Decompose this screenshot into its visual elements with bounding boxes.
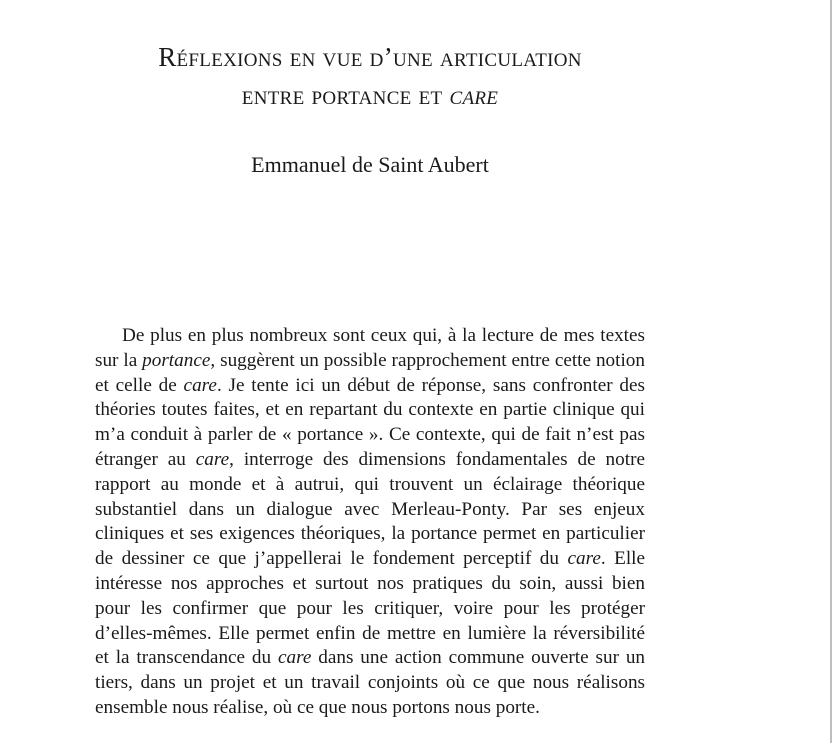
paragraph-italic: care: [183, 374, 217, 396]
paragraph-text: . Elle intéresse nos approches et surtout nos pratiques du soin, aussi bien pour les confirmer que pour les critiquer, voire pour les protéger d’elles-mêmes. Elle permet enfin de mettre en lumière la réversibilité et la transcendance du: [95, 548, 645, 669]
paragraph-italic: care: [195, 448, 230, 470]
paragraph-text: , interroge des dimensions fondamentales de notre rapport au monde et à autrui, qui trouvent un éclairage théorique substantiel dans un dialogue avec Merleau-Ponty. Par ses enjeux cliniques et ses exigences théoriques, la portance permet en particulier de dessiner ce que j’appellerai le fondement perceptif du: [95, 448, 645, 570]
paragraph-italic: portance: [142, 349, 211, 371]
chapter-title: [0, 38, 740, 114]
paragraph-italic: care: [567, 548, 601, 570]
chapter-title-line-1: Réflexions en vue d’une articulation: [158, 42, 582, 72]
chapter-title-line-2-text: entre portance et: [241, 80, 450, 110]
paragraph-text: . Je tente ici un début de réponse, sans confronter des théories toutes faites, et en repartant du contexte en partie clinique qui m’a conduit à parler de « portance ». Ce contexte, qui de fait n’est pas étranger au: [95, 374, 646, 470]
paragraph-text: , suggèrent un possible rapprochement entre cette notion et celle de: [95, 349, 645, 396]
chapter-title-line-2: [0, 76, 740, 114]
body-paragraph: [95, 324, 645, 721]
paragraph-text: De plus en plus nombreux sont ceux qui, à la lecture de mes textes sur la: [95, 325, 645, 371]
author-name: Emmanuel de Saint Aubert: [251, 152, 489, 177]
chapter-title-italic-word: care: [449, 80, 499, 110]
paragraph-text: dans une action commune ouverte sur un tiers, dans un projet et un travail conjoints où ce que nous réalisons ensemble nous réalise, où ce que nous portons nous porte.: [95, 647, 646, 718]
paragraph-italic: care: [278, 647, 312, 669]
